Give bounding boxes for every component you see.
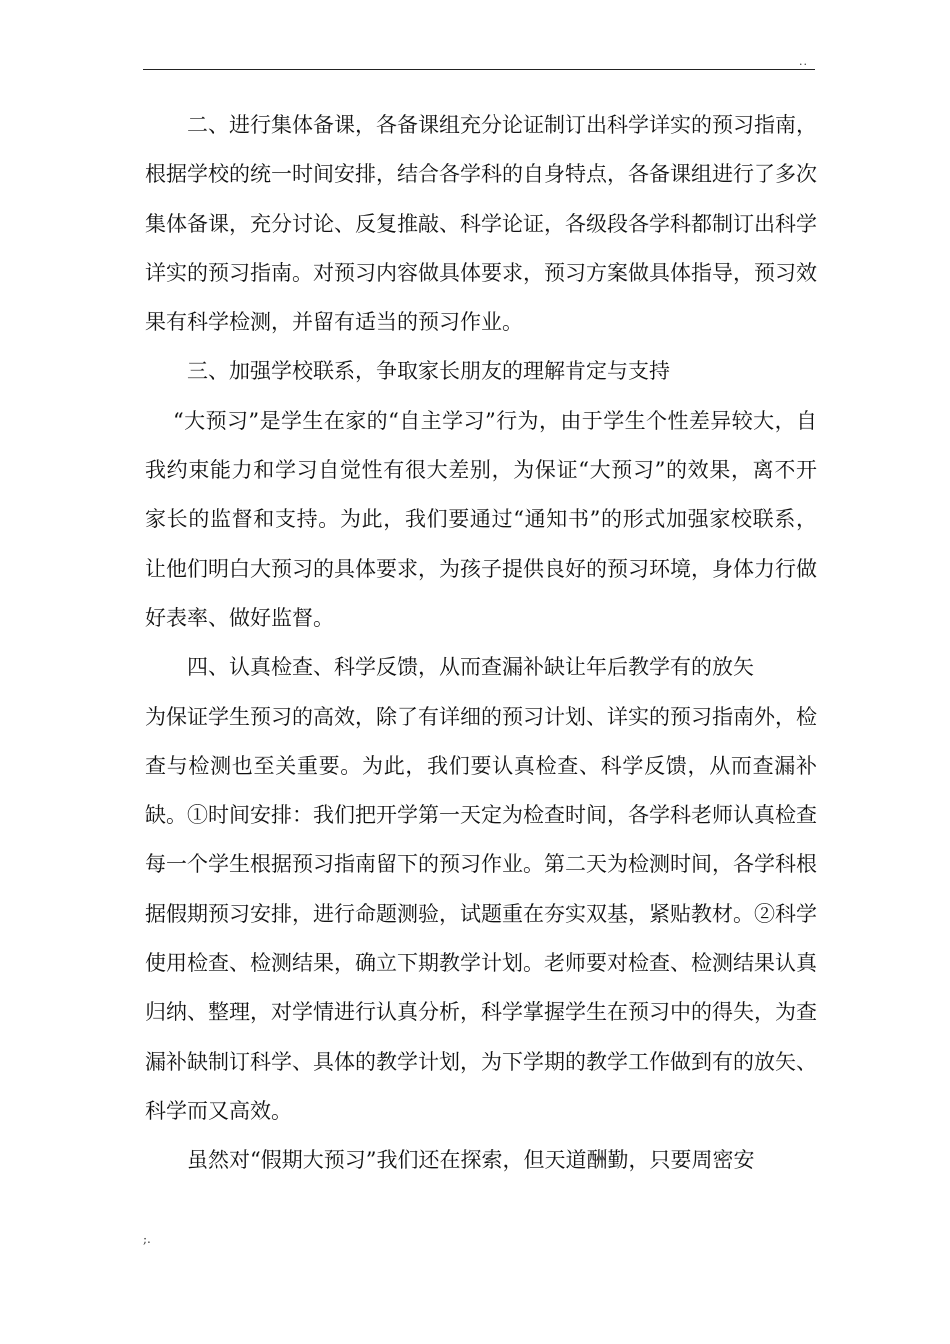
paragraph-conclusion: 虽然对“假期大预习”我们还在探索，但天道酬勤，只要周密安	[187, 1148, 755, 1173]
paragraph-check-feedback: 为保证学生预习的高效，除了有详细的预习计划、详实的预习指南外，检查与检测也至关重要。为此，我们要认真检查、科学反馈，从而查漏补缺。①时间安排：我们把开学第一天定为检查时间，各学科老师认真检查每一个学生根据预习指南留下的预习作业。第二天为检测时间，各学科根据假期预习安排，进行命题测验，试题重在夯实双基，紧贴教材。②科学使用检查、检测结果，确立下期教学计划。老师要对检查、检测结果认真归纳、整理，对学情进行认真分析，科学掌握学生在预习中的得失，为查漏补缺制订科学、具体的教学计划，为下学期的教学工作做到有的放矢、科学而又高效。	[145, 704, 817, 1123]
footer-mark: ;.	[143, 1232, 151, 1246]
header-rule	[143, 69, 815, 70]
paragraph-group-lesson-prep: 二、进行集体备课，各备课组充分论证制订出科学详实的预习指南，根据学校的统一时间安排，结合各学科的自身特点，各备课组进行了多次集体备课，充分讨论、反复推敲、科学论证，各级段各学科都制订出科学详实的预习指南。对预习内容做具体要求，预习方案做具体指导，预习效果有科学检测，并留有适当的预习作业。	[145, 113, 817, 335]
paragraph-parent-support: “大预习”是学生在家的“自主学习”行为，由于学生个性差异较大，自我约束能力和学习自觉性有很大差别，为保证“大预习”的效果，离不开家长的监督和支持。为此，我们要通过“通知书”的形式加强家校联系，让他们明白大预习的具体要求，为孩子提供良好的预习环境，身体力行做好表率、做好监督。	[145, 408, 817, 630]
section-heading-check-feedback: 四、认真检查、科学反馈，从而查漏补缺让年后教学有的放矢	[187, 655, 754, 680]
header-mark: ..	[799, 55, 808, 68]
section-heading-school-contact: 三、加强学校联系，争取家长朋友的理解肯定与支持	[187, 359, 670, 384]
document-body	[145, 101, 817, 1186]
